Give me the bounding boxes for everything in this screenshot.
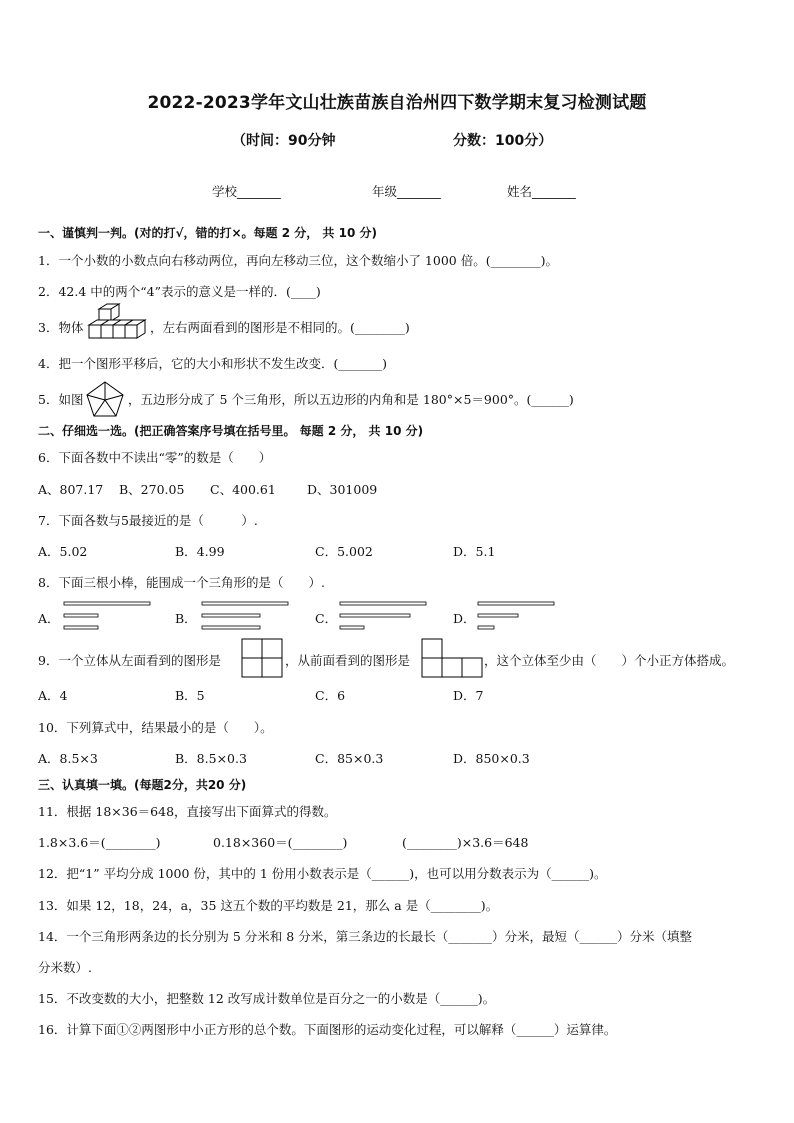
front-view-figure <box>421 638 485 680</box>
sticks-a <box>63 600 155 632</box>
question-5-prefix: 5．如图 <box>38 392 84 407</box>
q9-option-b: B．5 <box>175 688 205 703</box>
q7-option-d: D．5.1 <box>453 544 496 559</box>
question-9-part-c: ，这个立体至少由（ ）个小正方体搭成。 <box>484 653 735 668</box>
q10-option-a: A．8.5×3 <box>38 751 98 766</box>
q7-option-c: C．5.002 <box>315 544 373 559</box>
score-label: 分数：100分） <box>453 133 553 149</box>
q9-option-d: D．7 <box>453 688 484 703</box>
q8-option-b: B． <box>175 611 197 626</box>
question-12: 12．把“1” 平均分成 1000 份，其中的 1 份用小数表示是（______)，也可以用分数表示为（______)。 <box>38 866 607 881</box>
page-title: 2022-2023学年文山壮族苗族自治州四下数学期末复习检测试题 <box>147 93 647 113</box>
question-5-text: ，五边形分成了 5 个三角形，所以五边形的内角和是 180°×5＝900°。(______) <box>128 392 574 407</box>
q8-option-a: A． <box>38 611 60 626</box>
q11-item-1: 1.8×3.6＝(________) <box>38 835 161 850</box>
section-3-heading: 三、认真填一填。(每题2分，共20 分) <box>38 778 247 792</box>
pentagon-figure <box>85 380 125 418</box>
question-14-line-2: 分米数）. <box>38 960 92 975</box>
question-6: 6．下面各数中不读出“零”的数是（ ） <box>38 450 272 465</box>
question-9-part-b: ，从前面看到的图形是 <box>285 653 411 668</box>
section-1-heading: 一、谨慎判一判。(对的打√，错的打×。每题 2 分， 共 10 分) <box>38 226 377 240</box>
q6-option-d: D、301009 <box>307 482 378 497</box>
question-3-text: ，左右两面看到的图形是不相同的。(________) <box>150 320 410 335</box>
section-2-heading: 二、仔细选一选。(把正确答案序号填在括号里。 每题 2 分， 共 10 分) <box>38 424 424 438</box>
q6-option-c: C、400.61 <box>210 482 276 497</box>
grade-field: 年级_______ <box>372 184 441 199</box>
q7-option-b: B．4.99 <box>175 544 225 559</box>
cube-figure <box>87 303 149 341</box>
question-2: 2．42.4 中的两个“4”表示的意义是一样的．(____) <box>38 284 321 299</box>
question-9-part-a: 9．一个立体从左面看到的图形是 <box>38 653 221 668</box>
question-11: 11．根据 18×36＝648，直接写出下面算式的得数。 <box>38 804 337 819</box>
question-1: 1．一个小数的小数点向右移动两位，再向左移动三位，这个数缩小了 1000 倍。(________)。 <box>38 253 558 268</box>
question-14-line-1: 14．一个三角形两条边的长分别为 5 分米和 8 分米，第三条边的长最长（_______）分米，最短（______）分米（填整 <box>38 929 692 944</box>
q9-option-c: C．6 <box>315 688 346 703</box>
q11-item-2: 0.18×360＝(________) <box>213 835 348 850</box>
question-16: 16．计算下面①②两图形中小正方形的总个数。下面图形的运动变化过程，可以解释（______）运算律。 <box>38 1022 617 1037</box>
left-view-figure <box>241 638 285 680</box>
q10-option-b: B．8.5×0.3 <box>175 751 247 766</box>
question-10: 10．下列算式中，结果最小的是（ ）。 <box>38 720 273 735</box>
time-label: （时间：90分钟 <box>232 133 336 149</box>
q6-option-a: A、807.17 <box>38 482 104 497</box>
sticks-d <box>477 600 559 632</box>
school-field: 学校_______ <box>212 184 281 199</box>
q9-option-a: A．4 <box>38 688 68 703</box>
name-field: 姓名_______ <box>507 184 576 199</box>
question-4: 4．把一个图形平移后，它的大小和形状不发生改变．(_______) <box>38 356 387 371</box>
sticks-c <box>339 600 431 632</box>
q10-option-d: D．850×0.3 <box>453 751 530 766</box>
question-15: 15．不改变数的大小，把整数 12 改写成计数单位是百分之一的小数是（______)。 <box>38 991 496 1006</box>
question-3-prefix: 3．物体 <box>38 320 84 335</box>
q11-item-3: (________)×3.6＝648 <box>402 835 529 850</box>
question-8: 8．下面三根小棒，能围成一个三角形的是（ ）. <box>38 575 325 590</box>
q6-option-b: B、270.05 <box>119 482 185 497</box>
q10-option-c: C．85×0.3 <box>315 751 384 766</box>
q8-option-c: C． <box>315 611 338 626</box>
sticks-b <box>201 600 293 632</box>
q7-option-a: A．5.02 <box>38 544 88 559</box>
q8-option-d: D． <box>453 611 476 626</box>
question-7: 7．下面各数与5最接近的是（ ）. <box>38 513 258 528</box>
question-13: 13．如果 12，18，24，a，35 这五个数的平均数是 21，那么 a 是（________)。 <box>38 898 499 913</box>
